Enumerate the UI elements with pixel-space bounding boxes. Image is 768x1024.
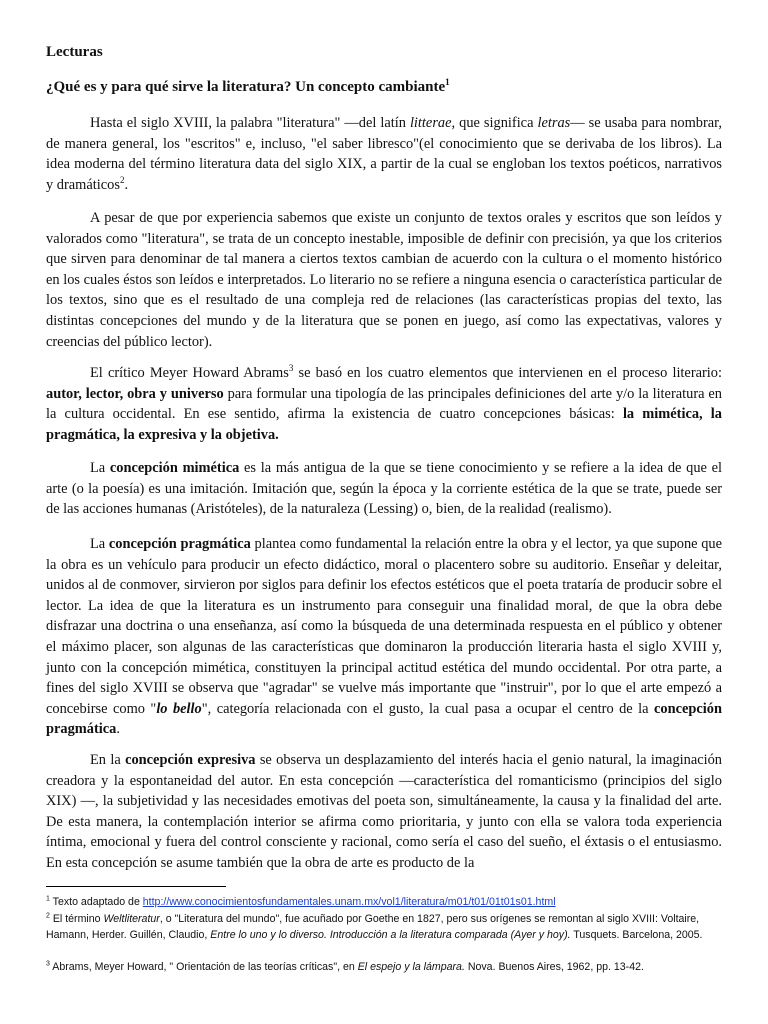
p4-bold-mimetica: concepción mimética (109, 460, 240, 476)
p4-text-a: La (90, 460, 110, 476)
p1-text-c: — se usaba para nombrar, de manera general, los "escritos" e, incluso, "el saber libresco"(el conocimiento que se derivaba de los libros). La idea moderna del término literatura data del siglo XIX, a partir de la cual se engloban los textos poéticos, narrativos y dramáticos (46, 115, 722, 193)
footnote-2 (46, 911, 726, 943)
footnote-3-number: 3 (46, 960, 50, 968)
footnote-3-italic-book: El espejo y la lámpara. (357, 961, 465, 973)
paragraph-4 (46, 458, 722, 520)
footnote-1-link[interactable]: http://www.conocimientosfundamentales.unam.mx/vol1/literatura/m01/t01/01t01s01.html (142, 896, 556, 908)
p1-italic-letras: letras (537, 115, 571, 131)
p5-bold-pragmatica-2: concepción pragmática (46, 700, 722, 738)
paragraph-1 (46, 113, 722, 195)
p5-text-b: plantea como fundamental la relación entre la obra y el lector, ya que supone que la obra es un vehículo para producir un efecto didáctico, moral o placentero sobre su auditorio. Enseñar y deleitar, unidos al de conmover, sirvieron por siglos para definir los efectos estéticos que el poeta trataría de producir sobre el lector. La idea de que la literatura es un instrumento para conseguir una finalidad moral, de que la obra debe disfrazar una doctrina o una enseñanza, así como la búsqueda de una determinada respuesta en el público y obtener el máximo placer, son algunas de las características que dominaron la producción literaria hasta el siglo XVIII y, junto con la concepción mimética, constituyen la principal actitud estética del mundo occidental. Por otra parte, a fines del siglo XVIII se observa que "agradar" se vuelve más importante que "instruir", por lo que el arte empezó a concebirse como " (46, 536, 723, 717)
p3-bold-elements: autor, lector, obra y universo (46, 385, 224, 402)
footnote-ref-2[interactable]: 2 (119, 174, 125, 185)
footnote-ref-3[interactable]: 3 (288, 363, 294, 374)
paragraph-6 (46, 750, 722, 874)
p5-text-c: ", categoría relacionada con el gusto, la cual pasa a ocupar el centro de la (201, 700, 655, 717)
document-title (46, 79, 450, 96)
p6-text-b: se observa un desplazamiento del interés hacia el genio natural, la imaginación creadora y la espontaneidad del autor. En esta concepción —característica del romanticismo (principios del siglo XIX) —, la subjetividad y las necesidades emotivas del poeta son, simultáneamente, la causa y la finalidad del arte. De esta manera, la contemplación interior se afirma como prioritaria, y junto con ella se valora toda experiencia íntima, emocional y fuera del control consciente y racional, como sería el caso del sueño, el éxtasis o el entusiasmo. En esta concepción se asume también que la obra de arte es producto de la (46, 752, 722, 871)
footnote-2-italic-weltliteratur: Weltliteratur (103, 913, 160, 925)
footnote-2-number: 2 (46, 912, 50, 920)
paragraph-3 (46, 363, 722, 445)
p1-italic-litterae: litterae (409, 115, 452, 131)
footnote-3-text-a: Abrams, Meyer Howard, " Orientación de las teorías críticas", en (49, 961, 358, 973)
p1-text-b: , que significa (451, 115, 538, 131)
p3-text-b: se basó en los cuatro elementos que intervienen en el proceso literario: (293, 365, 722, 381)
p5-bold-pragmatica: concepción pragmática (108, 536, 251, 552)
p4-text-b: es la más antigua de la que se tiene conocimiento y se refiere a la idea de que el arte (o la poesía) es una imitación. Imitación que, según la época y la corriente estética de la que se trate, puede ser de las acciones humanas (Aristóteles), de la naturaleza (Lessing) o, bien, de la realidad (realismo). (46, 460, 723, 518)
footnote-1-text: Texto adaptado de (49, 896, 143, 908)
section-label: Lecturas (46, 44, 103, 60)
p1-text-a: Hasta el siglo XVIII, la palabra "literatura" —del latín (90, 115, 410, 131)
p3-text-c: para formular una tipología de las principales definiciones del arte y/o la literatura en la cultura occidental. En ese sentido, afirma la existencia de cuatro concepciones básicas: (46, 385, 722, 423)
footnote-divider (46, 886, 226, 887)
paragraph-5 (46, 534, 722, 740)
footnote-2-text-c: Tusquets. Barcelona, 2005. (570, 929, 703, 941)
footnote-ref-1[interactable]: 1 (445, 77, 450, 87)
paragraph-2: A pesar de que por experiencia sabemos que existe un conjunto de textos orales y escritos que son leídos y valorados como "literatura", se trata de un concepto inestable, imposible de definir con precisión, ya que los criterios que sirven para denominar de tal manera a ciertos textos cambian de acuerdo con la cultura o el momento histórico en los cuales éstos son leídos e interpretados. Lo literario no se refiere a ninguna esencia o característica particular de los textos, sino que es el resultado de una compleja red de relaciones (las características propias del texto, las distintas concepciones del mundo y de la literatura que se ponen en juego, así como las expectativas, valores y creencias del público lector). (46, 210, 722, 350)
footnote-2-text-b: , o "Literatura del mundo", fue acuñado por Goethe en 1827, pero sus orígenes se remontan al siglo XVIII: Voltaire, Hamann, Herder. Guillén, Claudio, (46, 913, 700, 941)
footnote-2-text-a: El término (49, 913, 104, 925)
footnote-1 (46, 894, 726, 910)
title-text: ¿Qué es y para qué sirve la literatura? Un concepto cambiante (46, 79, 446, 95)
p6-bold-expresiva: concepción expresiva (125, 752, 256, 768)
p5-bolditalic-lo-bello: lo bello (156, 700, 202, 717)
p5-text-d: . (116, 721, 120, 738)
p3-bold-concepciones: la mimética, la pragmática, la expresiva y la objetiva. (46, 406, 723, 443)
p5-text-a: La (90, 536, 109, 552)
footnote-1-number: 1 (46, 895, 50, 903)
footnote-3 (46, 959, 726, 975)
p1-text-d: . (124, 176, 129, 193)
footnote-2-italic-book: Entre lo uno y lo diverso. Introducción a la literatura comparada (Ayer y hoy). (210, 929, 571, 941)
p3-text-a: El crítico Meyer Howard Abrams (90, 365, 289, 381)
p6-text-a: En la (90, 752, 126, 768)
footnote-3-text-b: Nova. Buenos Aires, 1962, pp. 13-42. (464, 961, 644, 973)
